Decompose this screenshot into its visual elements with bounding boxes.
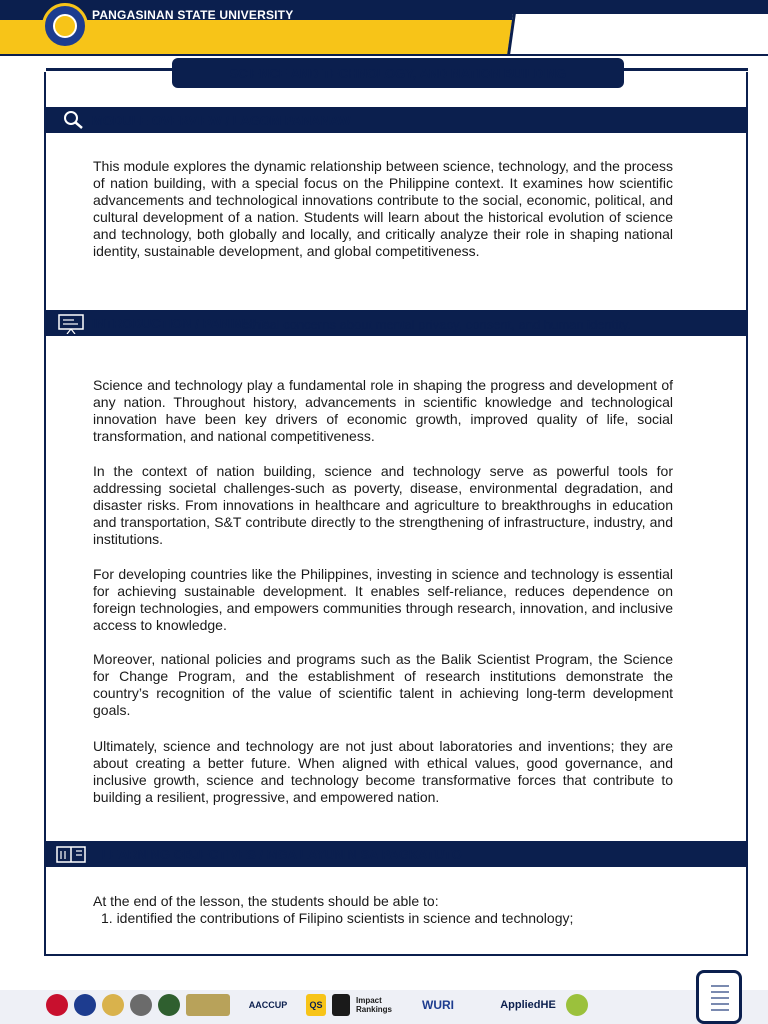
section-header-objectives [46, 841, 748, 867]
aaccup-logo: AACCUP [248, 1000, 288, 1010]
objective-item: 1. identified the contributions of Filipino scientists in science and technology; [101, 910, 574, 926]
header-divider [0, 54, 768, 56]
intro-paragraph-2: In the context of nation building, science and technology serve as powerful tools for addressing societal challenges-such as poverty, disease, environmental degradation, and disaster risks. From innovations in healthcare and agriculture to breakthroughs in education and transportation, S&T contribute directly to the strengthening of infrastructure, industry, and institutions. [93, 463, 673, 547]
module-title: SCIENCE AND TECHNOLOGY, AND NATION BUILDING [172, 58, 624, 88]
open-book-icon [54, 843, 88, 865]
seal-logo [158, 994, 180, 1016]
badge-logo [464, 994, 490, 1016]
university-name: PANGASINAN STATE UNIVERSITY [92, 8, 294, 22]
section-header-introduction [46, 310, 748, 336]
overview-text: This module explores the dynamic relationship between science, technology, and the process of nation building, with a special focus on the Philippine context. It examines how scientific advancements and technological innovations contribute to the social, economic, political, and cultural development of a nation. Students will learn about the historical evolution of science and technology, both globally and locally, and critically analyze their role in shaping national identity, sustainable development, and global competitiveness. [93, 158, 673, 259]
wuri-logo: WURI [422, 998, 454, 1012]
section-heading: INTRODUCTION / PANIMULA [92, 316, 271, 331]
objectives-lead: At the end of the lesson, the students should be able to: [93, 893, 439, 909]
university-seal-logo [42, 3, 88, 49]
intro-paragraph-3: For developing countries like the Philippines, investing in science and technology is essential for achieving sustainable development. It enables self-reliance, reduces dependence on foreign technologies, and empowers communities through research, innovation, and inclusive access to knowledge. [93, 566, 673, 633]
appliedhe-logo: AppliedHE [500, 999, 556, 1011]
overlapping-stray-text: ethical concerns about mental privacy, consent, and human identity. [242, 317, 632, 332]
asean-logo [74, 994, 96, 1016]
document-icon[interactable] [696, 970, 742, 1024]
seal-logo [46, 994, 68, 1016]
intro-paragraph-4: Moreover, national policies and programs such as the Balik Scientist Program, the Science for Change Program, and the establishment of research institutions demonstrate the country’s recognition of the value of scientific talent in achieving long-term development goals. [93, 651, 673, 718]
section-heading: MODULE OVERVIEW / LAGOM PANANAW [92, 113, 351, 128]
intro-paragraph-5: Ultimately, science and technology are not just about laboratories and inventions; they are about creating a better future. When aligned with ethical values, good governance, and inclusive growth, science and technology become transformative forces that contribute to building a resilient, progressive, and empowered nation. [93, 738, 673, 805]
seal-logo [102, 994, 124, 1016]
section-header-overview [46, 107, 748, 133]
green-seal-logo [566, 994, 588, 1016]
magnifier-icon [54, 109, 88, 131]
accreditation-logos [46, 994, 588, 1016]
section-heading: LEARNING OBJECTIVES / MGA LAYUNIN SA PAGKATUTO [102, 847, 462, 862]
badge-logo [186, 994, 230, 1016]
intro-paragraph-1: Science and technology play a fundamental role in shaping the progress and development of any nation. Throughout history, advancements in scientific knowledge and technological innovation have been key drivers of economic growth, improved quality of life, social transformation, and national competitiveness. [93, 377, 673, 444]
presentation-board-icon [54, 312, 88, 334]
impact-rankings-logo: Impact Rankings [356, 996, 393, 1014]
seal-logo [130, 994, 152, 1016]
badge-logo [332, 994, 350, 1016]
header-white-panel [507, 14, 768, 54]
qs-logo: QS [306, 994, 326, 1016]
